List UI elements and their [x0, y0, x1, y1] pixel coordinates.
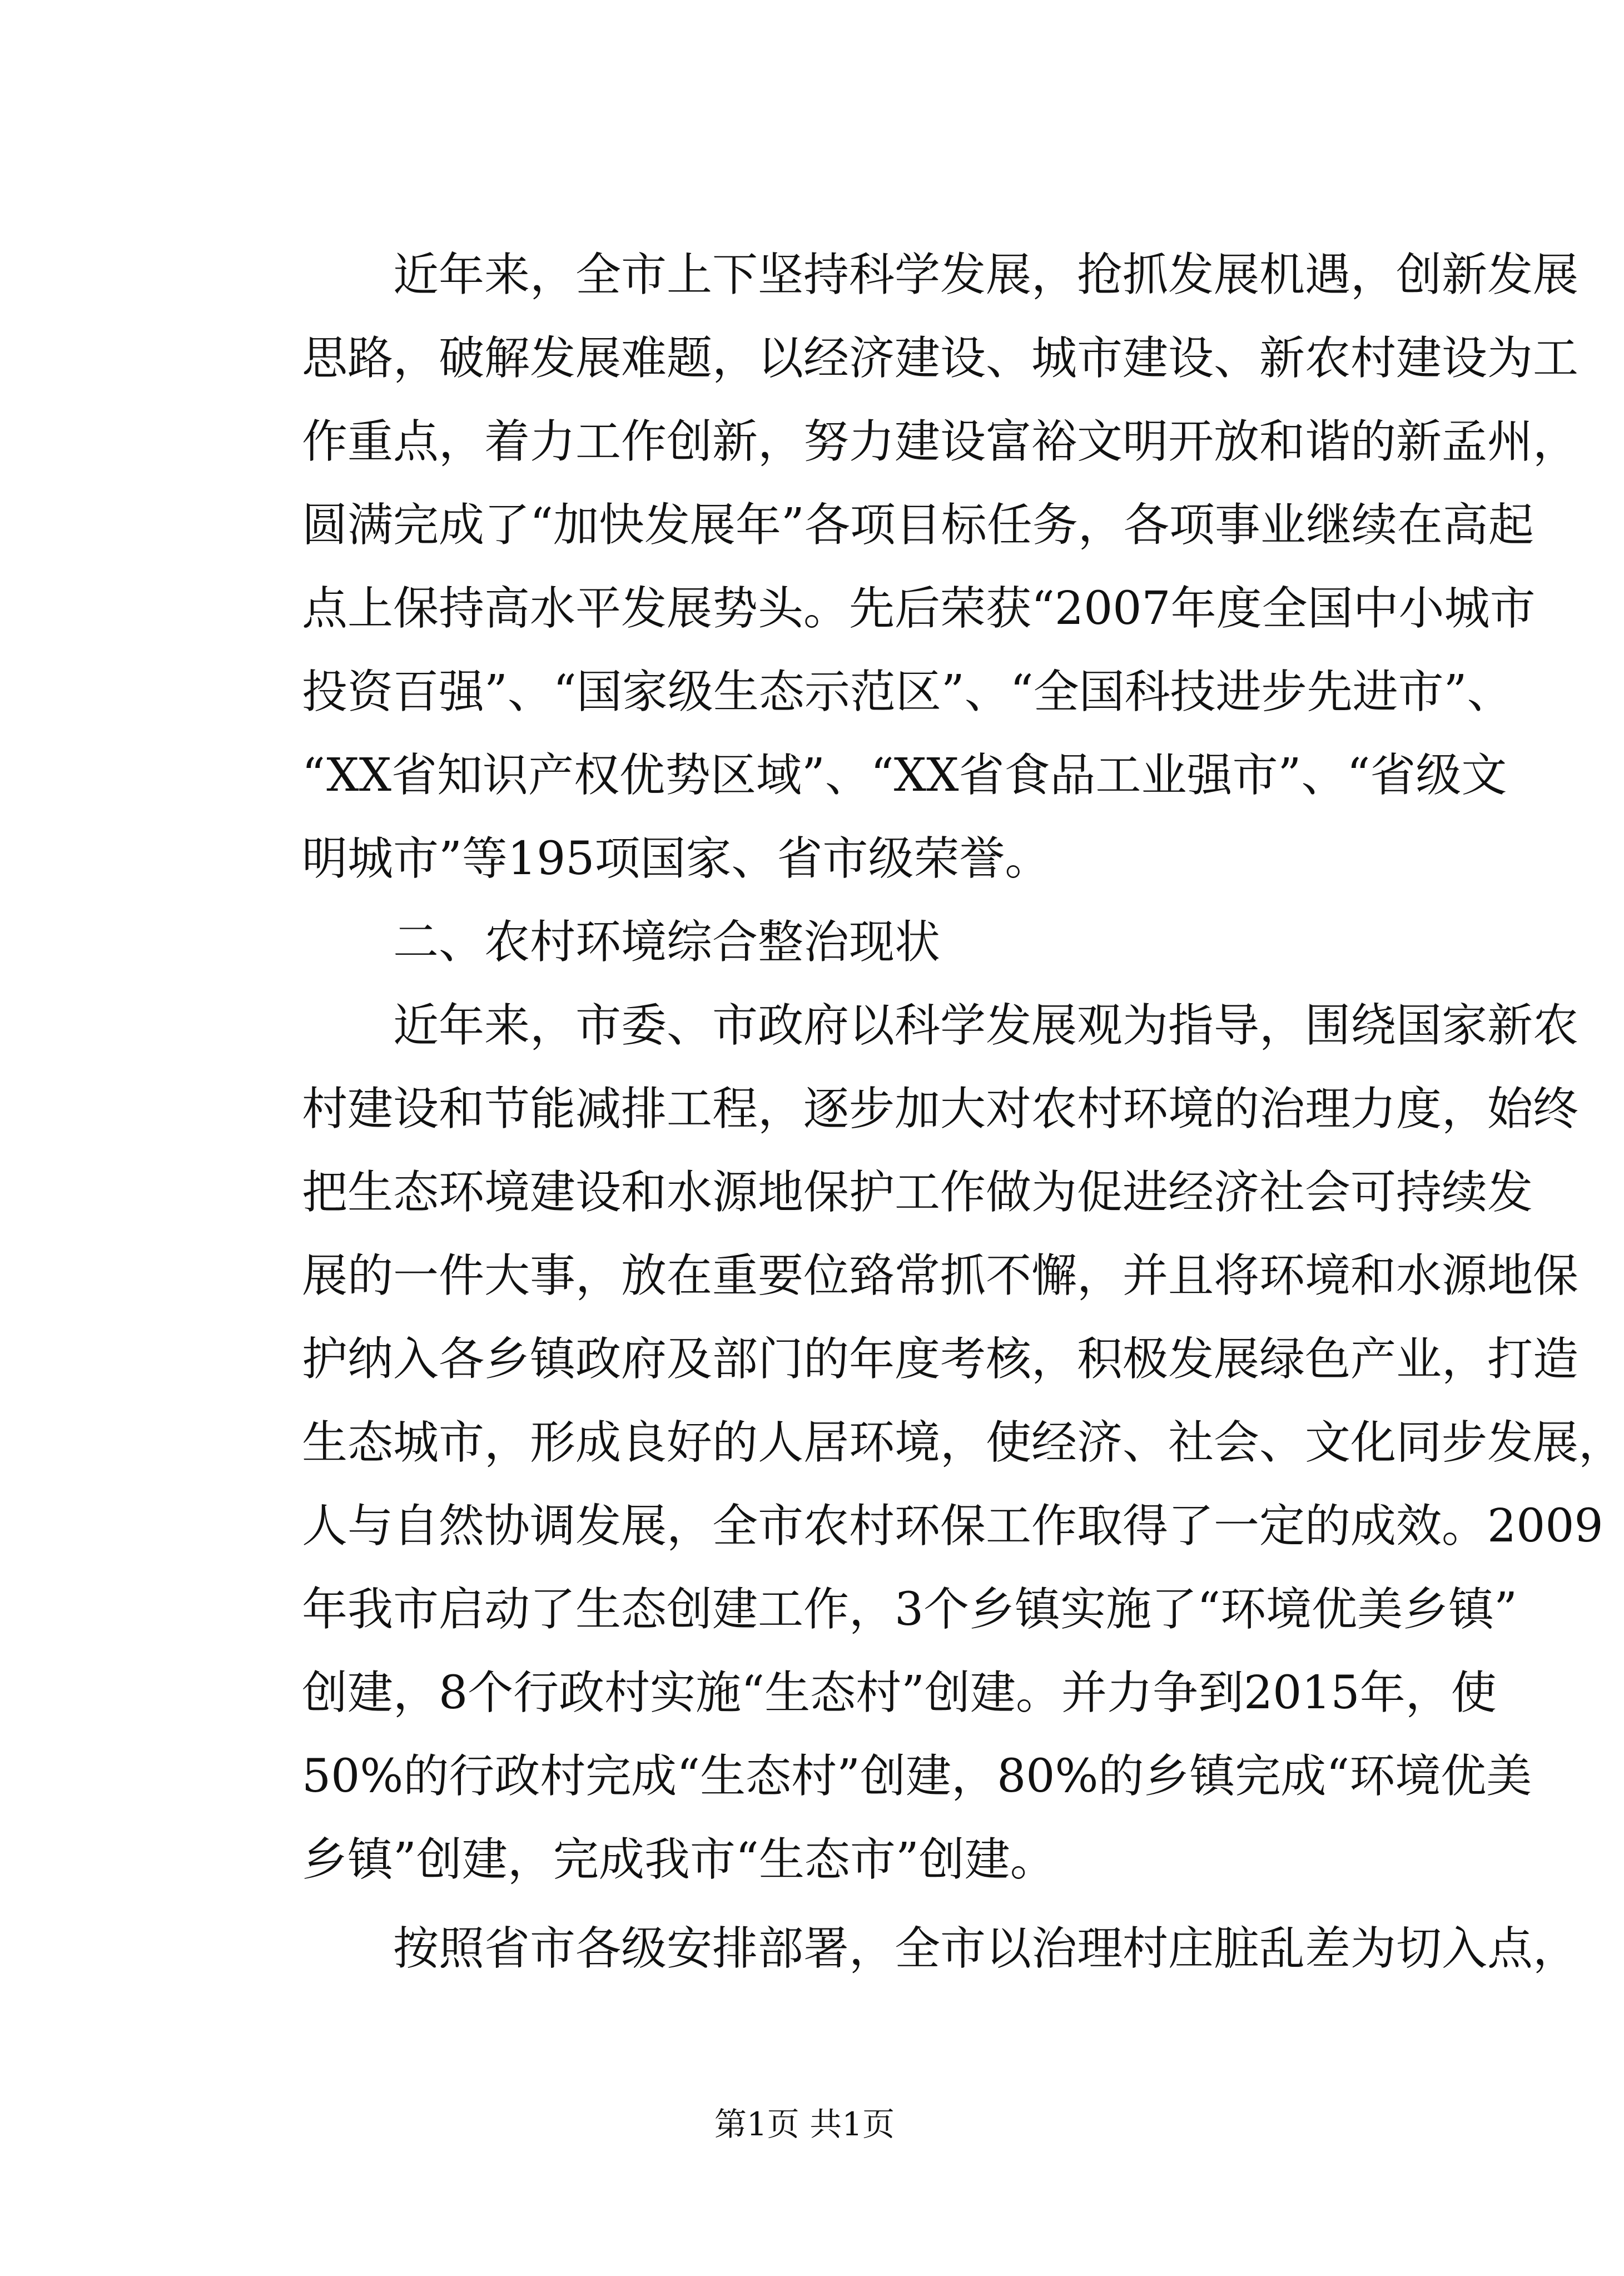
text-line: 明城市”等195项国家、省市级荣誉。: [302, 832, 1051, 885]
text-line: 展的一件大事，放在重要位臵常抓不懈，并且将环境和水源地保: [302, 1249, 1579, 1302]
text-line: 生态城市，形成良好的人居环境，使经济、社会、文化同步发展，: [302, 1416, 1624, 1469]
section-heading: 二、农村环境综合整治现状: [302, 916, 941, 969]
text-line: 近年来，市委、市政府以科学发展观为指导，围绕国家新农: [302, 999, 1579, 1052]
text-line: 圆满完成了“加快发展年”各项目标任务，各项事业继续在高起: [302, 499, 1534, 552]
text-line: 投资百强”、“国家级生态示范区”、“全国科技进步先进市”、: [302, 666, 1513, 718]
text-line: 近年来，全市上下坚持科学发展，抢抓发展机遇，创新发展: [302, 249, 1579, 301]
text-line: 把生态环境建设和水源地保护工作做为促进经济社会可持续发: [302, 1166, 1533, 1219]
text-line: 作重点，着力工作创新，努力建设富裕文明开放和谐的新孟州，: [302, 415, 1579, 468]
text-line: 按照省市各级安排部署，全市以治理村庄脏乱差为切入点，: [302, 1922, 1579, 1975]
text-line: “XX省知识产权优势区域”、“XX省食品工业强市”、“省级文: [302, 749, 1507, 802]
text-line: 年我市启动了生态创建工作，3个乡镇实施了“环境优美乡镇”: [302, 1583, 1518, 1636]
text-line: 思路，破解发展难题，以经济建设、城市建设、新农村建设为工: [302, 332, 1579, 385]
paragraph-gap: [302, 1902, 1403, 1907]
text-line: 点上保持高水平发展势头。先后荣获“2007年度全国中小城市: [302, 582, 1536, 635]
text-line: 50%的行政村完成“生态村”创建，80%的乡镇完成“环境优美: [302, 1750, 1532, 1803]
text-line: 创建，8个行政村实施“生态村”创建。并力争到2015年，使: [302, 1667, 1497, 1719]
page-footer: 第1页 共1页: [714, 2105, 895, 2143]
text-line: 护纳入各乡镇政府及部门的年度考核，积极发展绿色产业，打造: [302, 1333, 1579, 1386]
text-line: 乡镇”创建，完成我市“生态市”创建。: [302, 1833, 1056, 1886]
document-body: [302, 234, 1624, 1991]
text-line: 人与自然协调发展，全市农村环保工作取得了一定的成效。2009: [302, 1500, 1603, 1553]
text-line: 村建设和节能减排工程，逐步加大对农村环境的治理力度，始终: [302, 1083, 1579, 1135]
